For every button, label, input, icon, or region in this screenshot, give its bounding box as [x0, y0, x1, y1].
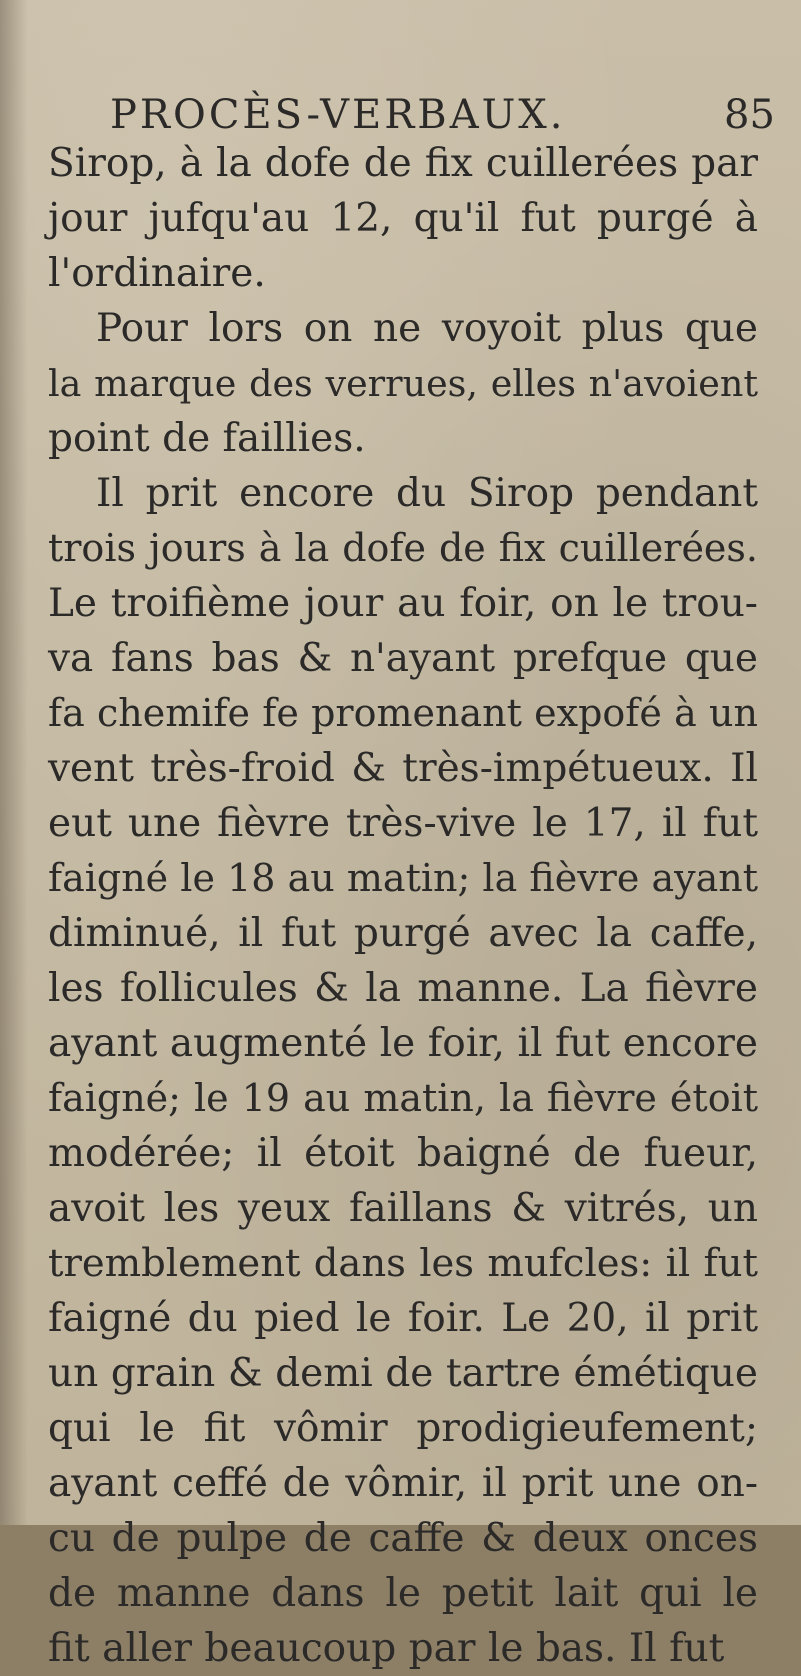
text-line: point de faillies. [48, 416, 366, 461]
text-line: un grain & demi de tartre émétique [48, 1351, 758, 1396]
page-gutter-shadow [0, 0, 28, 1525]
running-head-title: PROCÈS-VERBAUX. [110, 92, 566, 138]
text-line: diminué, il fut purgé avec la caffe, [48, 911, 758, 956]
text-line: qui le fit vômir prodigieufement; [48, 1406, 758, 1451]
body-text [48, 136, 758, 1676]
text-line: Sirop, à la dofe de fix cuillerées par [48, 141, 758, 186]
text-line: cu de pulpe de caffe & deux onces [48, 1516, 758, 1561]
text-line: fit aller beaucoup par le bas. Il fut [48, 1626, 725, 1671]
text-line: faigné du pied le foir. Le 20, il prit [48, 1296, 758, 1341]
text-line: tremblement dans les mufcles: il fut [48, 1241, 758, 1286]
text-line: va fans bas & n'ayant prefque que [48, 636, 758, 681]
text-line: Il prit encore du Sirop pendant [96, 471, 758, 516]
text-line: faigné le 18 au matin; la fièvre ayant [48, 856, 758, 900]
text-line: de manne dans le petit lait qui le [48, 1571, 758, 1616]
text-line: trois jours à la dofe de fix cuillerées. [48, 526, 758, 570]
text-line: modérée; il étoit baigné de fueur, [48, 1131, 758, 1176]
text-line: Le troifième jour au foir, on le trou- [48, 581, 758, 626]
text-line: vent très-froid & très-impétueux. Il [48, 746, 758, 791]
text-line: jour jufqu'au 12, qu'il fut purgé à [48, 196, 758, 241]
text-line: faigné; le 19 au matin, la fièvre étoit [48, 1076, 758, 1120]
text-line: Pour lors on ne voyoit plus que [96, 306, 758, 351]
text-line: avoit les yeux faillans & vitrés, un [48, 1186, 758, 1231]
text-line: la marque des verrues, elles n'avoient [48, 362, 758, 405]
text-line: fa chemife fe promenant expofé à un [48, 691, 758, 735]
text-line: eut une fièvre très-vive le 17, il fut [48, 801, 758, 846]
text-line: ayant augmenté le foir, il fut encore [48, 1021, 758, 1066]
text-line: l'ordinaire. [48, 251, 266, 296]
text-line: ayant ceffé de vômir, il prit une on- [48, 1461, 758, 1506]
text-line: les follicules & la manne. La fièvre [48, 966, 758, 1011]
page-number: 85 [724, 92, 775, 138]
